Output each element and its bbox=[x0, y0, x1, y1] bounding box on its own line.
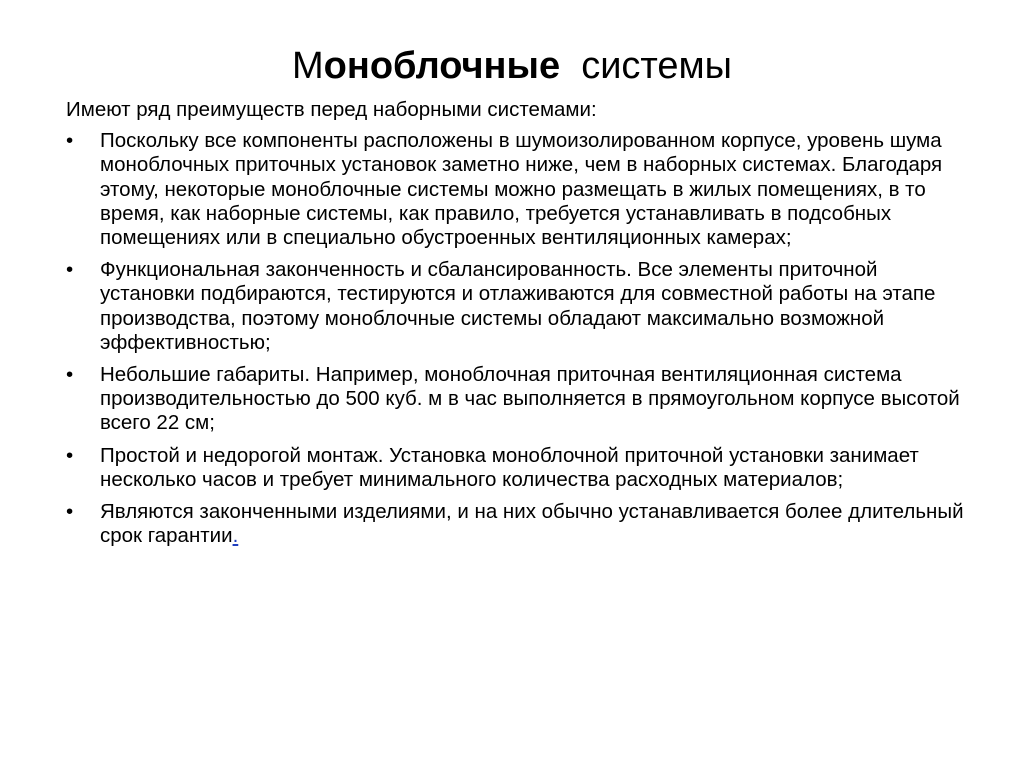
bullet-icon: • bbox=[66, 129, 74, 153]
title-rest: системы bbox=[581, 45, 732, 87]
title-first-letter: М bbox=[292, 45, 324, 87]
bullet-item-3 bbox=[66, 363, 966, 436]
bullet-text-4: Простой и недорогой монтаж. Установка моноблочной приточной установки занимает несколько часов и требует минимального количества расходных материалов; bbox=[100, 443, 919, 491]
bullet-icon: • bbox=[66, 258, 74, 282]
title-bold-part: оноблочные bbox=[323, 45, 561, 87]
slide-body bbox=[66, 98, 966, 556]
bullet-icon: • bbox=[66, 363, 74, 387]
bullet-text-1: Поскольку все компоненты расположены в шумоизолированном корпусе, уровень шума моноблочных приточных установок заметно ниже, чем в наборных системах. Благодаря этому, некоторые моноблочные системы можно размещать в жилых помещениях, в то время, как наборные системы, как правило, требуется устанавливать в подсобных помещениях или в специально обустроенных вентиляционных камерах; bbox=[100, 129, 943, 250]
bullet-list bbox=[66, 129, 966, 548]
trailing-period-link[interactable]: . bbox=[232, 524, 239, 548]
bullet-icon: • bbox=[66, 443, 74, 467]
bullet-item-5 bbox=[66, 500, 966, 548]
bullet-icon: • bbox=[66, 500, 74, 524]
bullet-item-2 bbox=[66, 258, 966, 355]
slide-title bbox=[40, 38, 984, 94]
bullet-text-5: Являются законченными изделиями, и на них обычно устанавливается более длительный срок гарантии bbox=[100, 500, 964, 548]
bullet-item-1 bbox=[66, 129, 966, 250]
bullet-text-3: Небольшие габариты. Например, моноблочная приточная вентиляционная система производительностью до 500 куб. м в час выполняется в прямоугольном корпусе высотой всего 22 см; bbox=[100, 363, 960, 435]
intro-text: Имеют ряд преимуществ перед наборными системами: bbox=[66, 98, 597, 121]
bullet-text-2: Функциональная законченность и сбалансированность. Все элементы приточной установки подбираются, тестируются и отлаживаются для совместной работы на этапе производства, поэтому моноблочные системы обладают максимально возможной эффективностью; bbox=[100, 258, 936, 354]
bullet-item-4 bbox=[66, 444, 966, 492]
